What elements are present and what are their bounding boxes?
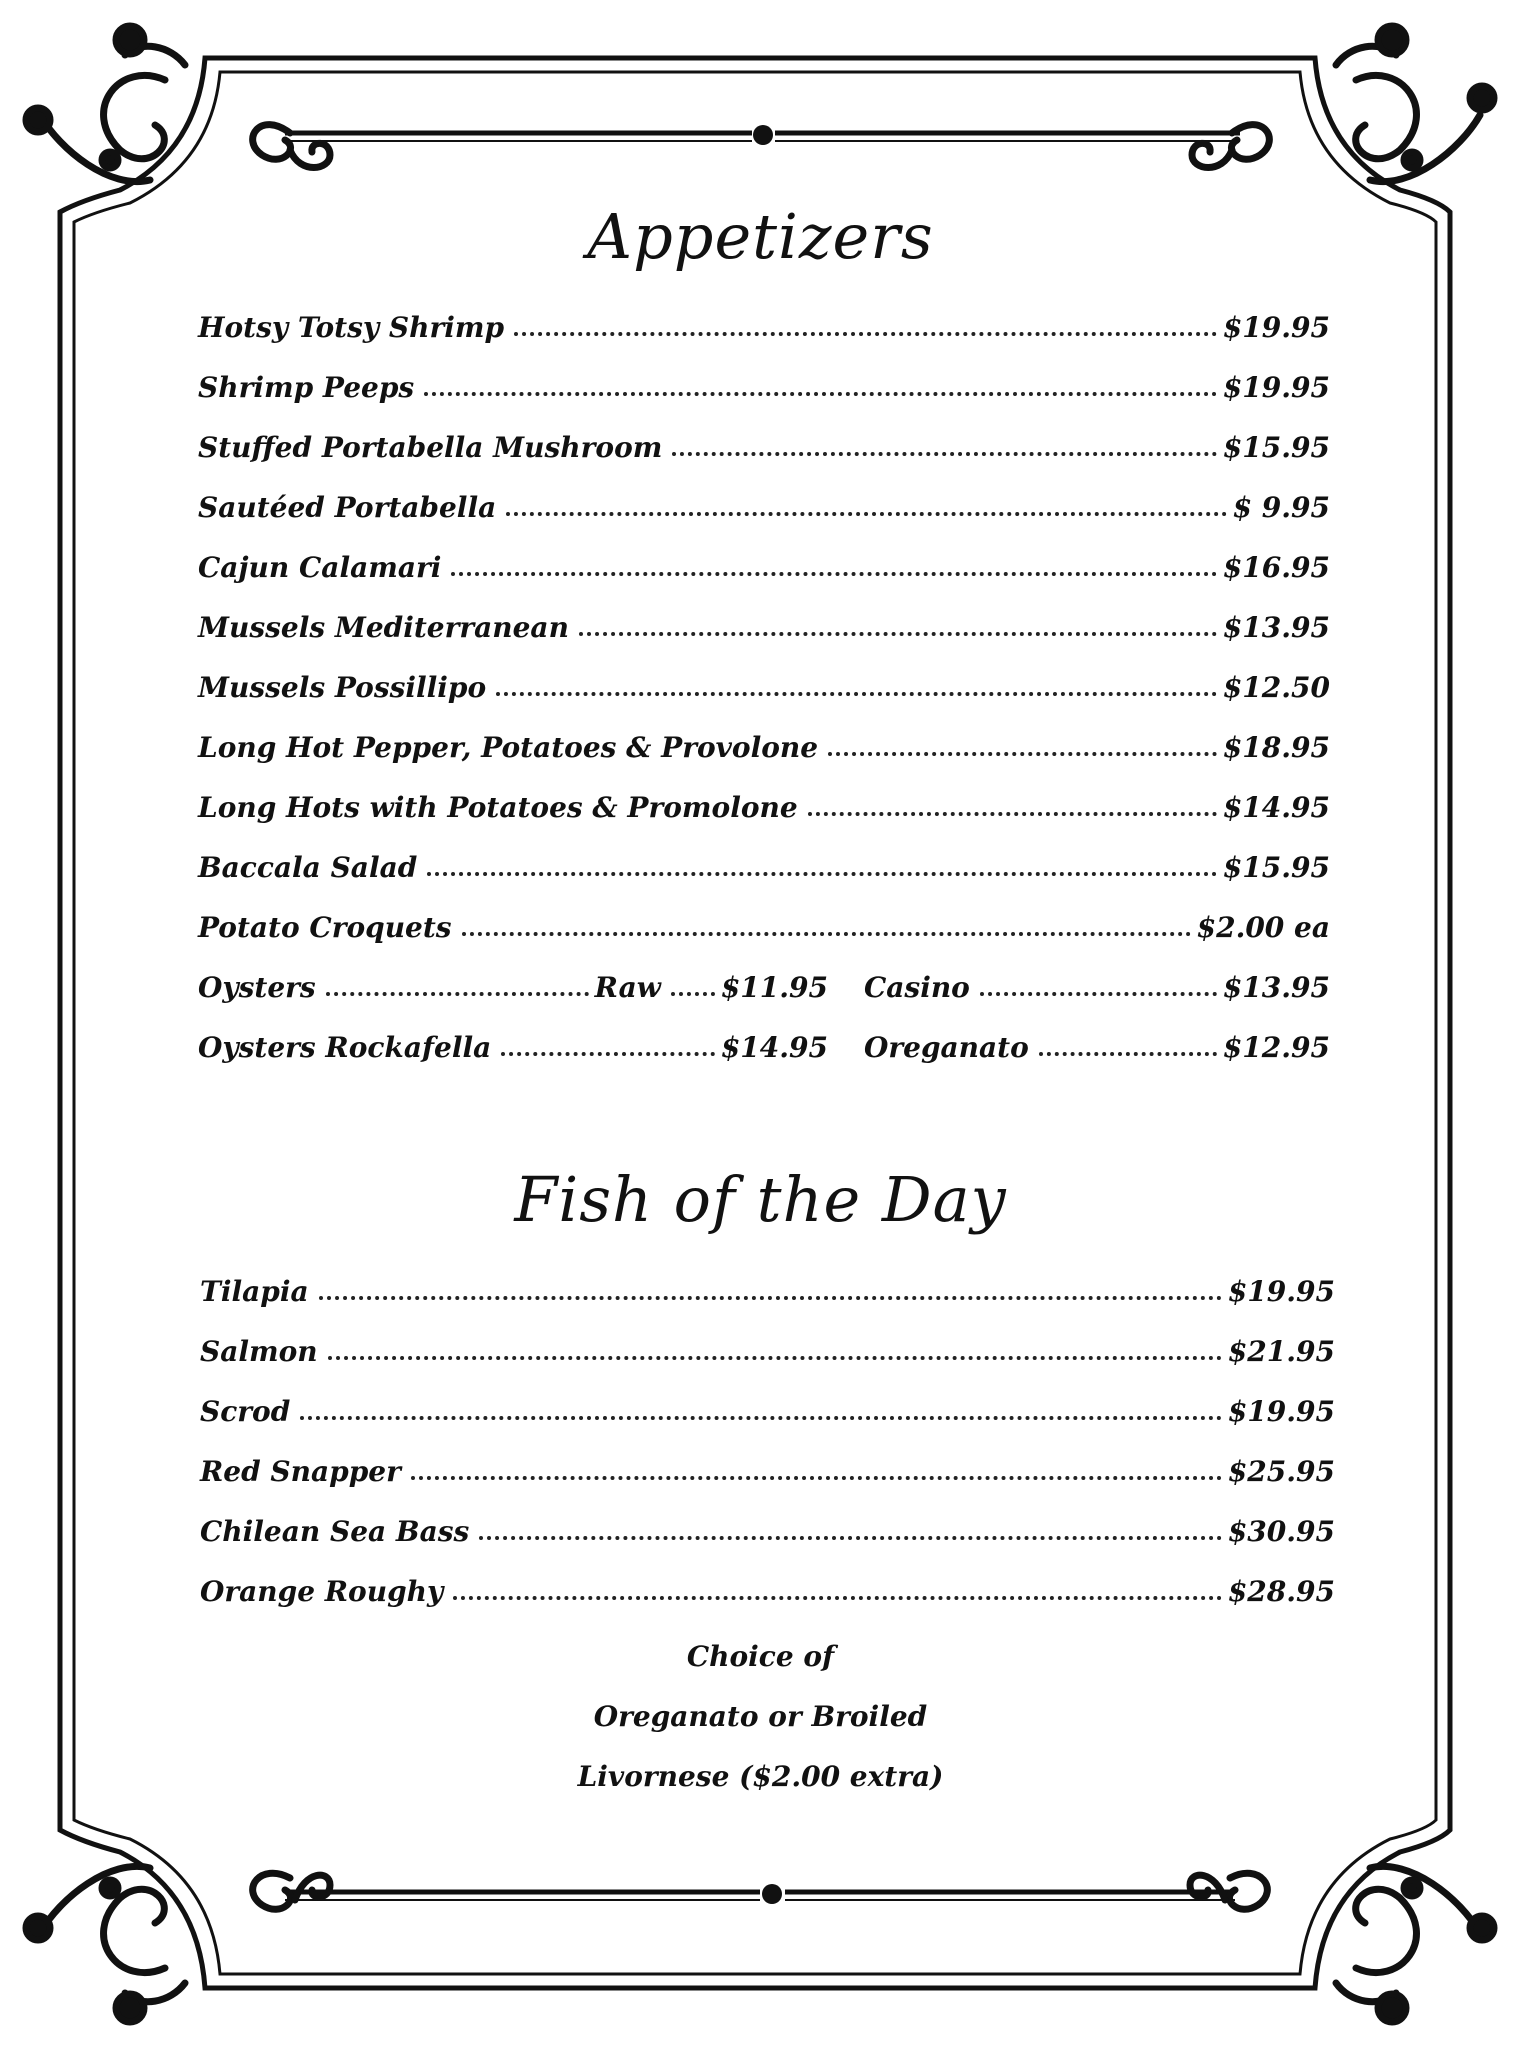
item-name: Mussels Mediterranean <box>198 611 569 644</box>
dot-leader <box>479 1536 1222 1540</box>
dot-leader <box>453 1596 1222 1600</box>
dot-leader <box>506 512 1226 516</box>
menu-item <box>198 298 1330 344</box>
item-name: Long Hots with Potatoes & Promolone <box>198 791 798 824</box>
dot-leader <box>808 812 1217 816</box>
item-name: Stuffed Portabella Mushroom <box>198 431 663 464</box>
item-price: $13.95 <box>1222 611 1330 644</box>
dot-leader <box>828 752 1217 756</box>
menu-item <box>200 1562 1335 1608</box>
item-name: Mussels Possillipo <box>198 671 487 704</box>
choice-note-line-1: Choice of <box>686 1640 835 1673</box>
menu-item <box>200 1502 1335 1548</box>
item-name: Oysters <box>198 971 316 1004</box>
dot-leader <box>300 1416 1222 1420</box>
dot-leader <box>579 632 1217 636</box>
menu-item <box>198 838 1330 884</box>
top-divider-ornament <box>253 125 1270 168</box>
item-price: $19.95 <box>1222 311 1330 344</box>
item-price: $16.95 <box>1222 551 1330 584</box>
item-price: $21.95 <box>1227 1335 1335 1368</box>
item-name: Chilean Sea Bass <box>200 1515 470 1548</box>
dot-leader <box>411 1476 1222 1480</box>
oysters-oreganato-group <box>864 1031 1330 1064</box>
item-name: Shrimp Peeps <box>198 371 415 404</box>
appetizers-heading: Appetizers <box>587 200 934 273</box>
item-price: $ 9.95 <box>1232 491 1330 524</box>
item-name: Scrod <box>200 1395 291 1428</box>
choice-note-line-3: Livornese ($2.00 extra) <box>577 1760 944 1793</box>
item-name: Sautéed Portabella <box>198 491 497 524</box>
oysters-rockafella-row <box>198 1018 1330 1064</box>
item-price: $2.00 ea <box>1196 911 1330 944</box>
dot-leader <box>514 332 1217 336</box>
menu-item <box>198 658 1330 704</box>
dot-leader <box>424 392 1217 396</box>
dot-leader <box>451 572 1216 576</box>
oysters-rockafella-group <box>198 1031 828 1064</box>
oysters-oreganato-label: Oreganato <box>864 1031 1029 1064</box>
item-name: Cajun Calamari <box>198 551 442 584</box>
item-price: $14.95 <box>720 1031 828 1064</box>
item-name: Hotsy Totsy Shrimp <box>198 311 505 344</box>
item-price: $12.95 <box>1222 1031 1330 1064</box>
item-name: Salmon <box>200 1335 318 1368</box>
choice-note-line-2: Oreganato or Broiled <box>593 1700 928 1733</box>
item-name: Red Snapper <box>200 1455 401 1488</box>
oysters-raw-group <box>198 971 828 1004</box>
item-price: $19.95 <box>1227 1275 1335 1308</box>
menu-item <box>200 1442 1335 1488</box>
oysters-row <box>198 958 1330 1004</box>
item-price: $12.50 <box>1222 671 1330 704</box>
menu-item <box>200 1382 1335 1428</box>
menu-item <box>198 598 1330 644</box>
menu-item <box>198 898 1330 944</box>
dot-leader <box>326 992 589 996</box>
menu-item <box>198 538 1330 584</box>
dot-leader <box>328 1356 1222 1360</box>
menu-item <box>198 778 1330 824</box>
fish-heading: Fish of the Day <box>514 1163 1007 1236</box>
item-name: Baccala Salad <box>198 851 418 884</box>
item-price: $30.95 <box>1227 1515 1335 1548</box>
oysters-casino-group <box>864 971 1330 1004</box>
oysters-raw-label: Raw <box>594 971 661 1004</box>
item-price: $15.95 <box>1222 431 1330 464</box>
dot-leader <box>1039 1052 1217 1056</box>
dot-leader <box>462 932 1191 936</box>
menu-item <box>198 418 1330 464</box>
oysters-casino-label: Casino <box>864 971 970 1004</box>
item-name: Long Hot Pepper, Potatoes & Provolone <box>198 731 819 764</box>
item-price: $13.95 <box>1222 971 1330 1004</box>
dot-leader <box>427 872 1217 876</box>
item-price: $14.95 <box>1222 791 1330 824</box>
menu-item <box>198 358 1330 404</box>
item-price: $15.95 <box>1222 851 1330 884</box>
dot-leader <box>319 1296 1222 1300</box>
item-price: $11.95 <box>720 971 828 1004</box>
item-name: Orange Roughy <box>200 1575 444 1608</box>
item-price: $28.95 <box>1227 1575 1335 1608</box>
corner-flourish-bottom-left <box>26 1866 185 2022</box>
dot-leader <box>496 692 1217 696</box>
menu-item <box>200 1262 1335 1308</box>
dot-leader <box>501 1052 715 1056</box>
dot-leader <box>980 992 1217 996</box>
item-price: $19.95 <box>1227 1395 1335 1428</box>
bottom-divider-ornament <box>253 1873 1268 1909</box>
menu-item <box>200 1322 1335 1368</box>
dot-leader <box>671 992 715 996</box>
menu-item <box>198 478 1330 524</box>
item-price: $19.95 <box>1222 371 1330 404</box>
item-name: Potato Croquets <box>198 911 452 944</box>
item-price: $25.95 <box>1227 1455 1335 1488</box>
menu-item <box>198 718 1330 764</box>
dot-leader <box>672 452 1216 456</box>
item-name: Tilapia <box>200 1275 309 1308</box>
corner-flourish-bottom-right <box>1336 1866 1494 2022</box>
item-name: Oysters Rockafella <box>198 1031 492 1064</box>
item-price: $18.95 <box>1222 731 1330 764</box>
